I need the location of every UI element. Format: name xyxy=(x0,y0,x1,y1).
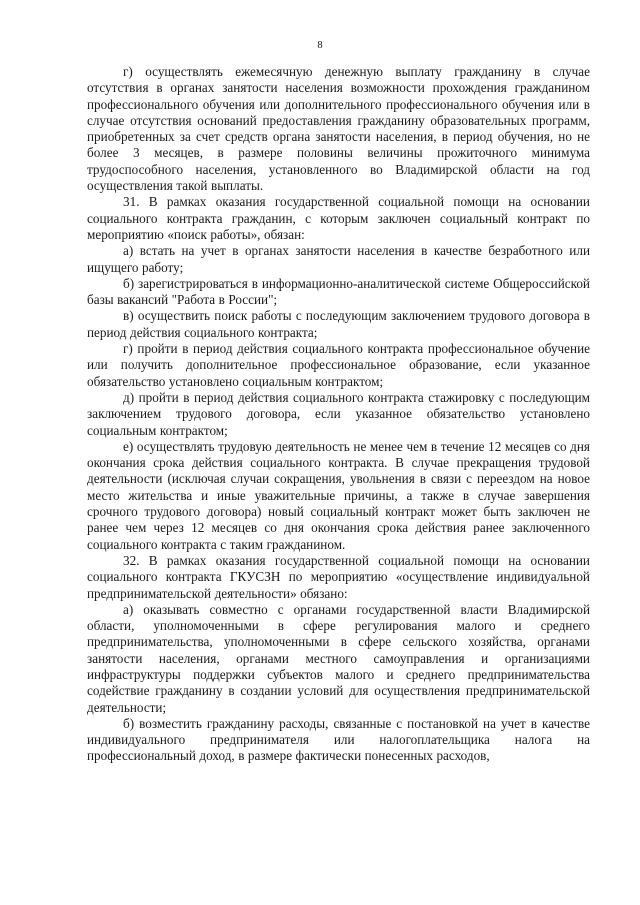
paragraph-31-intro: 31. В рамках оказания государственной социальной помощи на основании социального контракта гражданин, с которым заключен социальный контракт по мероприятию «поиск работы», обязан: xyxy=(87,194,590,242)
paragraph-31-e: е) осуществлять трудовую деятельность не менее чем в течение 12 месяцев со дня окончания срока действия социального контракта. В случае прекращения трудовой деятельности (исключая случаи сокращения, увольнения в связи с переездом на новое место жительства и иные уважительные причины, а также в случае завершения срочного трудового договора) новый социальный контракт может быть заключен не ранее чем через 12 месяцев со дня окончания срока действия ранее заключенного социального контракта с таким гражданином. xyxy=(87,438,590,552)
page-number: 8 xyxy=(317,40,323,51)
paragraph-32-b: б) возместить гражданину расходы, связанные с постановкой на учет в качестве индивидуального предпринимателя или налогоплательщика налога на профессиональный доход, в размере фактически понесенных расходов, xyxy=(87,715,590,764)
paragraph-32-intro: 32. В рамках оказания государственной социальной помощи на основании социального контракта ГКУСЗН по мероприятию «осуществление индивидуальной предпринимательской деятельности» обязано: xyxy=(87,552,590,601)
paragraph-31-v: в) осуществить поиск работы с последующим заключением трудового договора в период действия социального контракта; xyxy=(87,308,590,340)
paragraph-g-monthly-payment: г) осуществлять ежемесячную денежную выплату гражданину в случае отсутствия в органах занятости населения возможности прохождения гражданином профессионального обучения или дополнительного профессионального обучения или в случае отсутствия оснований предоставления гражданину образовательных программ, приобретенных за счет средств органа занятости населения, в период обучения, но не более 3 месяцев, в размере половины величины прожиточного минимума трудоспособного населения, установленного во Владимирской области на год осуществления такой выплаты. xyxy=(87,64,590,194)
paragraph-31-g: г) пройти в период действия социального контракта профессиональное обучение или получить дополнительное профессиональное образование, если указанное обязательство установлено социальным контрактом; xyxy=(87,341,590,389)
paragraph-32-a: а) оказывать совместно с органами государственной власти Владимирской области, уполномоченными в сфере регулирования малого и среднего предпринимательства, уполномоченными в сфере сельского хозяйства, органами занятости населения, органами местного самоуправления и организациями инфраструктуры поддержки субъектов малого и среднего предпринимательства содействие гражданину в создании условий для осуществления предпринимательской деятельности; xyxy=(87,601,590,715)
document-body xyxy=(87,64,590,765)
paragraph-31-b: б) зарегистрироваться в информационно-аналитической системе Общероссийской базы вакансий "Работа в России"; xyxy=(87,275,590,308)
paragraph-31-a: а) встать на учет в органах занятости населения в качестве безработного или ищущего работу; xyxy=(87,243,590,275)
paragraph-31-d: д) пройти в период действия социального контракта стажировку с последующим заключением трудового договора, если указанное обязательство установлено социальным контрактом; xyxy=(87,389,590,438)
